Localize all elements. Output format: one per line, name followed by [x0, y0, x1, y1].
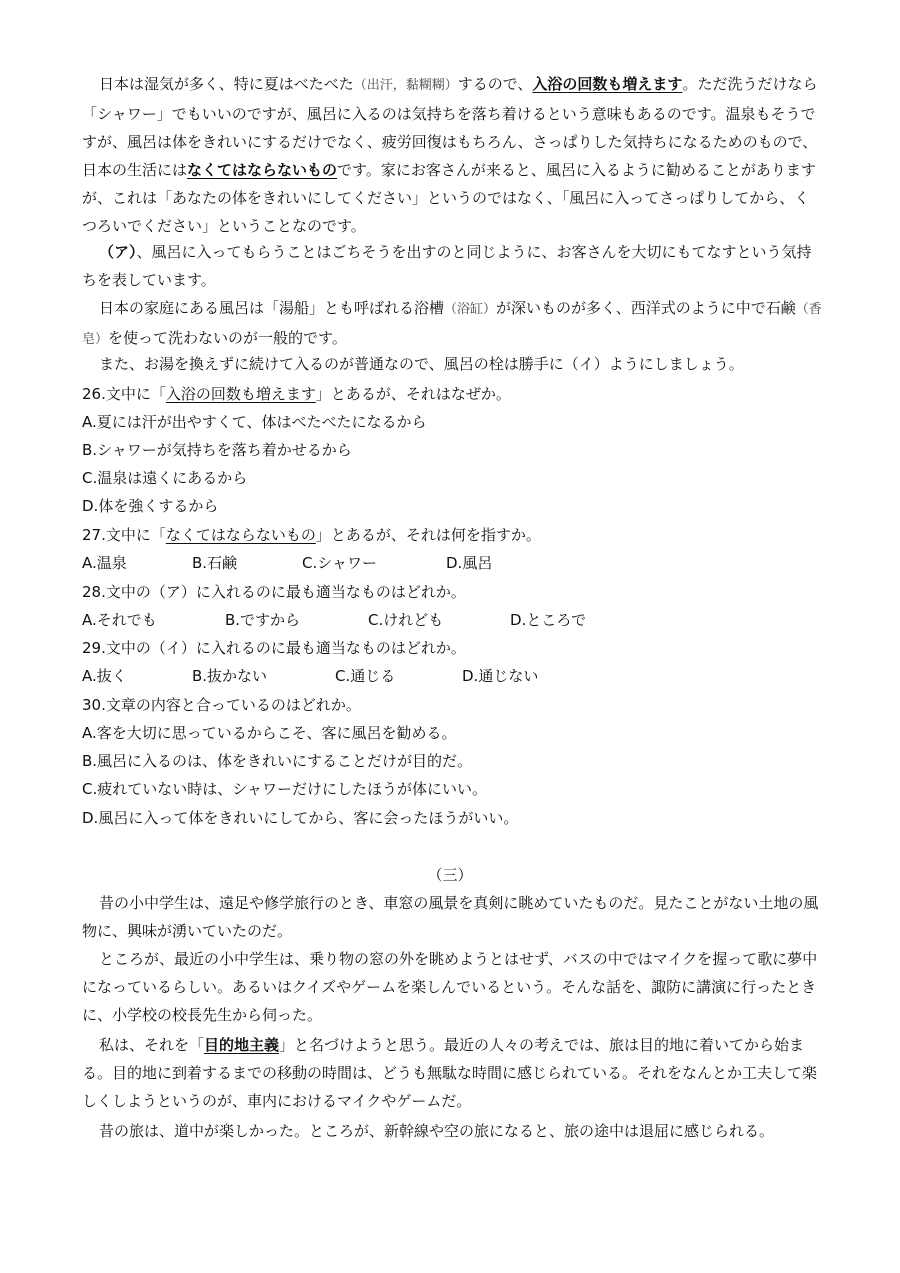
q28-option-b: B.ですから: [225, 611, 301, 629]
underlined-phrase: なくてはならないもの: [165, 526, 316, 544]
question-28: 28.文中の（ア）に入れるのに最も適当なものはどれか。: [82, 583, 466, 601]
q30-option-a: A.客を大切に思っているからこそ、客に風呂を勧める。: [82, 724, 457, 742]
gloss-note: （浴缸）: [444, 302, 497, 317]
question-30: 30.文章の内容と合っているのはどれか。: [82, 696, 361, 714]
q28-option-c: C.けれども: [368, 611, 444, 629]
passage-paragraph-1: [82, 70, 822, 240]
q29-option-c: C.通じる: [335, 667, 396, 685]
q29-option-d: D.通じない: [462, 667, 539, 685]
section-heading: （三）: [427, 866, 473, 884]
section3-paragraph-4: 昔の旅は、道中が楽しかった。ところが、新幹線や空の旅になると、旅の途中は退屈に感じられる。: [99, 1122, 775, 1140]
text-segment: 26.文中に「: [82, 385, 166, 403]
q28-option-a: A.それでも: [82, 611, 157, 629]
q29-option-a: A.抜く: [82, 667, 127, 685]
text-segment: を使って洗わないのが一般的です。: [108, 329, 347, 347]
text-segment: 」とあるが、それは何を指すか。: [315, 526, 541, 544]
q30-option-b: B.風呂に入るのは、体をきれいにすることだけが目的だ。: [82, 752, 473, 770]
q27-option-a: A.温泉: [82, 554, 127, 572]
text-segment: 、風呂に入ってもらうことはごちそうを出すのと同じように、お客さんを大切にもてなすという気持ちを表しています。: [82, 243, 812, 289]
q30-option-c: C.疲れていない時は、シャワーだけにしたほうが体にいい。: [82, 780, 487, 798]
question-29: 29.文中の（イ）に入れるのに最も適当なものはどれか。: [82, 639, 466, 657]
question-27: [82, 521, 541, 549]
text-segment: 」とあるが、それはなぜか。: [315, 385, 511, 403]
passage-paragraph-2: [82, 238, 822, 294]
gloss-note: （香皂）: [82, 302, 822, 347]
section3-paragraph-3: [82, 1031, 822, 1115]
q28-option-d: D.ところで: [510, 611, 587, 629]
q27-option-c: C.シャワー: [302, 554, 377, 572]
q26-option-c: C.温泉は遠くにあるから: [82, 469, 248, 487]
q26-option-a: A.夏には汗が出やすくて、体はべたべたになるから: [82, 413, 427, 431]
question-26: [82, 380, 511, 408]
passage-paragraph-4: また、お湯を換えずに続けて入るのが普通なので、風呂の栓は勝手に（イ）ようにしましょう。: [99, 355, 744, 373]
q27-option-b: B.石鹸: [192, 554, 238, 572]
section3-paragraph-2: ところが、最近の小中学生は、乗り物の窓の外を眺めようとはせず、バスの中ではマイクを握って歌に夢中になっているらしい。あるいはクイズやゲームを楽しんでいるという。そんな話を、諏防に講演に行ったときに、小学校の校長先生から伺った。: [82, 950, 818, 1024]
underlined-phrase-2: なくてはならないもの: [187, 161, 338, 179]
q27-option-d: D.風呂: [446, 554, 493, 572]
underlined-phrase: 入浴の回数も増えます: [165, 385, 316, 403]
text-segment: が深いものが多く、西洋式のように中で石鹸: [496, 299, 796, 317]
underlined-phrase: 目的地主義: [204, 1036, 280, 1054]
q26-option-b: B.シャワーが気持ちを落ち着かせるから: [82, 441, 352, 459]
text-segment: です。家にお客さんが来ると、風呂に入るように勧めることがありますが、これは「あなたの体をきれいにしてください」というのではなく、「風呂に入ってさっぱりしてから、くつろいでください」ということなのです。: [82, 161, 816, 235]
section3-paragraph-1: 昔の小中学生は、遠足や修学旅行のとき、車窓の風景を真剣に眺めていたものだ。見たことがない土地の風物に、興味が湧いていたのだ。: [82, 894, 819, 940]
text-segment: 27.文中に「: [82, 526, 166, 544]
q29-option-b: B.抜かない: [192, 667, 268, 685]
passage-paragraph-3: [82, 294, 822, 354]
q30-option-d: D.風呂に入って体をきれいにしてから、客に会ったほうがいい。: [82, 809, 519, 827]
underlined-phrase-1: 入浴の回数も増えます: [532, 75, 683, 93]
gloss-note: （出汗，黏糊糊）: [353, 78, 458, 93]
text-segment: 日本は湿気が多く、特に夏はべたべた: [99, 75, 354, 93]
text-segment: 」と名づけようと思う。最近の人々の考えでは、旅は目的地に着いてから始まる。目的地に到着するまでの移動の時間は、どうも無駄な時間に感じられている。それをなんとか工夫して楽しくしようというのが、車内におけるマイクやゲームだ。: [82, 1036, 818, 1110]
text-segment: 日本の家庭にある風呂は「湯船」とも呼ばれる浴槽: [99, 299, 445, 317]
text-segment: 。ただ洗うだけなら「シャワー」でもいいのですが、風呂に入るのは気持ちを落ち着けるという意味もあるのです。温泉もそうですが、風呂は体をきれいにするだけでなく、疲労回復はもちろん、さっぱりした気持ちになるためのもので、日本の生活には: [82, 75, 818, 179]
text-segment: するので、: [457, 75, 533, 93]
text-segment: 私は、それを「: [99, 1036, 205, 1054]
blank-a: （ア）: [99, 243, 137, 261]
q26-option-d: D.体を強くするから: [82, 497, 219, 515]
